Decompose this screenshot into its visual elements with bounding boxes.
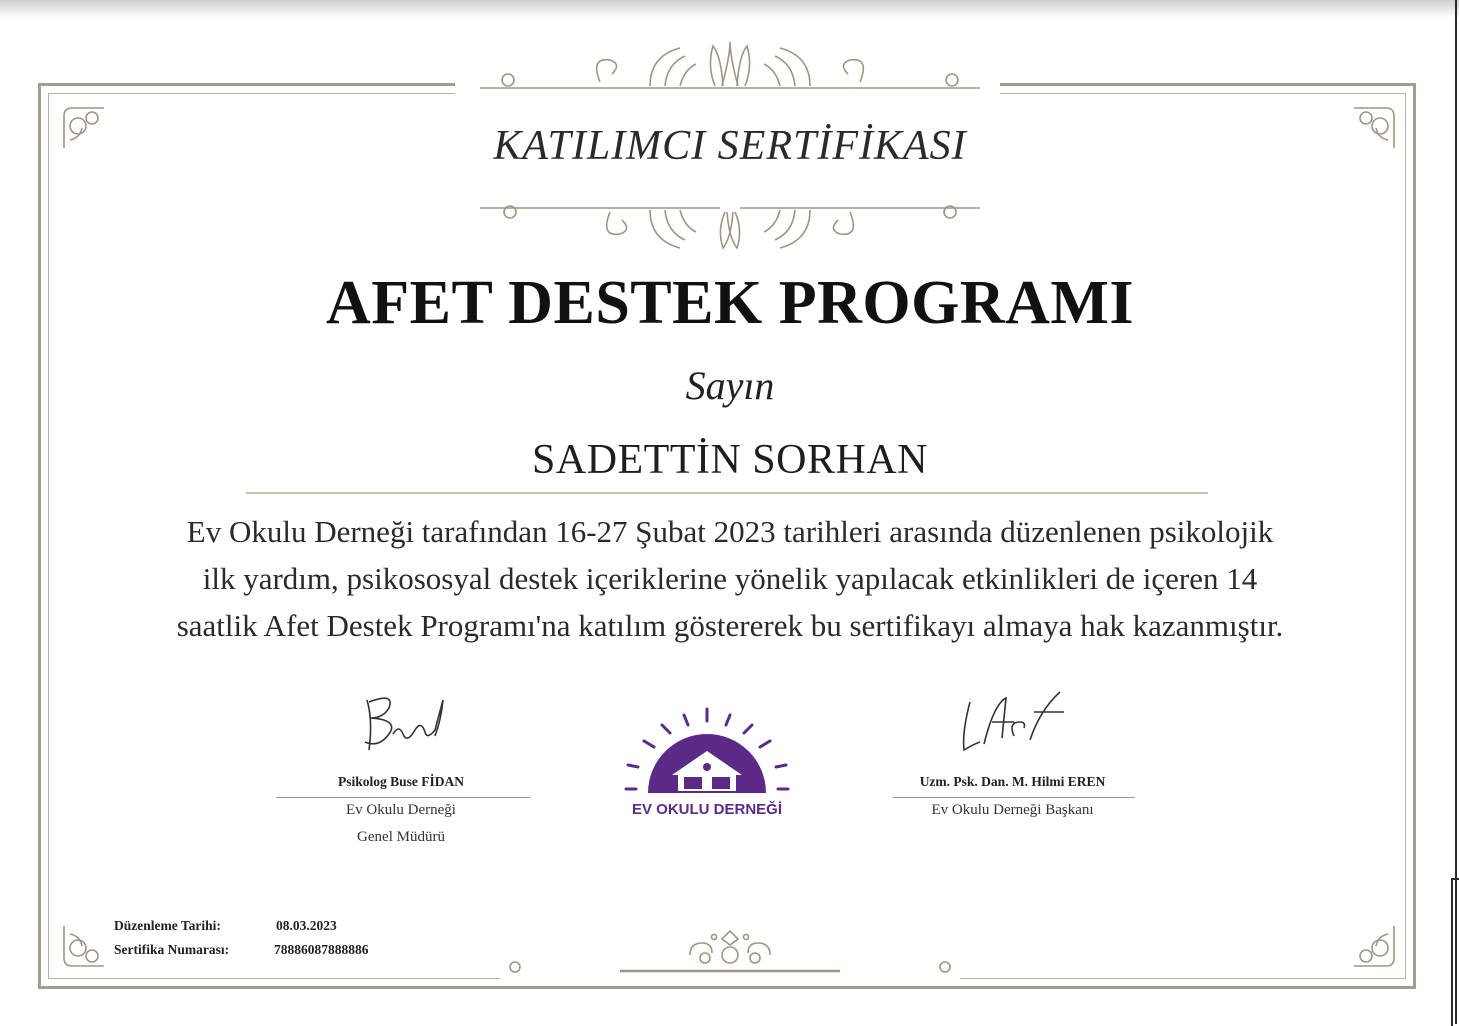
signer-right-role <box>885 797 1140 824</box>
recipient-underline <box>246 492 1208 494</box>
signer-left-role <box>270 797 532 851</box>
signer-left-name: Psikolog Buse FİDAN <box>337 774 464 789</box>
signer-right-role-line: Ev Okulu Derneği Başkanı <box>931 802 1094 818</box>
signature-left <box>345 688 465 760</box>
page-right-edge <box>1455 0 1457 1024</box>
certificate-body <box>70 508 1390 649</box>
bottom-flourish-ornament <box>500 925 960 980</box>
heading-flourish-ornament <box>470 190 990 252</box>
certificate-heading: KATILIMCI SERTİFİKASI <box>493 123 967 169</box>
salutation: Sayın <box>685 363 775 408</box>
corner-swirl-top-right-icon <box>1350 102 1400 152</box>
logo-text: EV OKULU DERNEĞİ <box>631 801 782 818</box>
corner-swirl-bottom-right-icon <box>1350 922 1400 972</box>
top-flourish-ornament <box>460 40 1000 110</box>
signer-left-role-line: Genel Müdürü <box>357 829 445 845</box>
signer-left-role-line: Ev Okulu Derneği <box>346 802 456 818</box>
corner-swirl-bottom-left-icon <box>58 922 108 972</box>
body-line: saatlik Afet Destek Programı'na katılım göstererek bu sertifikayı almaya hak kazanmıştır. <box>176 608 1284 643</box>
certificate-number-value: 78886087888886 <box>274 942 369 957</box>
recipient-name: SADETTİN SORHAN <box>532 437 928 483</box>
body-line: ilk yardım, psikososyal destek içeriklerine yönelik yapılacak etkinlikleri de içeren 14 <box>202 561 1258 596</box>
signer-right-name: Uzm. Psk. Dan. M. Hilmi EREN <box>919 774 1106 789</box>
issue-date-value: 08.03.2023 <box>276 918 337 933</box>
issue-date-label: Düzenleme Tarihi: <box>114 918 221 933</box>
body-line: Ev Okulu Derneği tarafından 16-27 Şubat 2023 tarihleri arasında düzenlenen psikolojik <box>186 514 1274 549</box>
program-title: AFET DESTEK PROGRAMI <box>325 269 1135 337</box>
window-top-shadow <box>0 0 1459 18</box>
page-corner-bracket <box>1451 878 1459 1026</box>
corner-swirl-top-left-icon <box>58 102 108 152</box>
sun-house-icon <box>612 705 802 797</box>
signature-right <box>950 688 1075 760</box>
certificate-number-label: Sertifika Numarası: <box>114 942 230 957</box>
association-logo <box>612 705 802 825</box>
